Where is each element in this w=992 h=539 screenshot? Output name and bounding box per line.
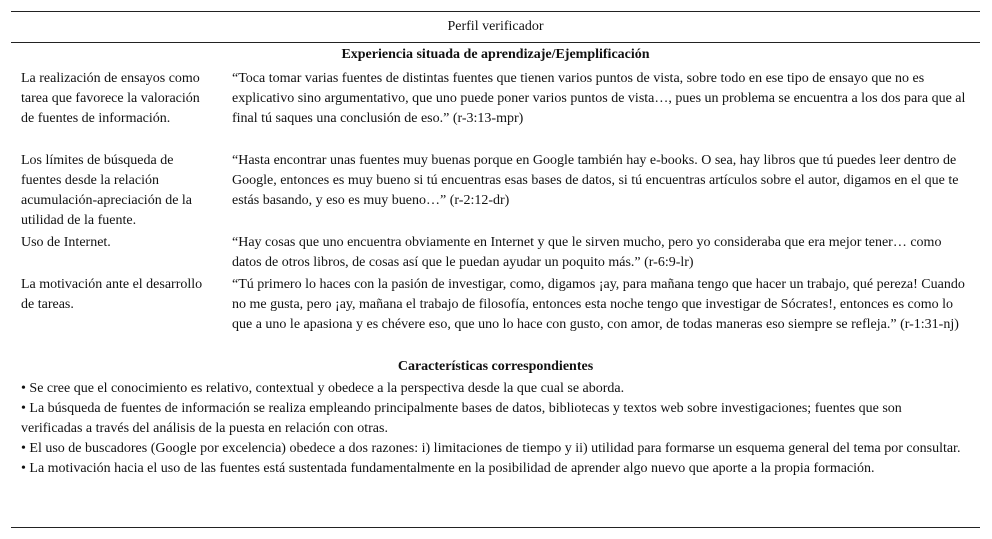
list-item: • El uso de buscadores (Google por excelencia) obedece a dos razones: i) limitaciones de tiempo y ii) utilidad para formarse un esquema general del tema por consultar. bbox=[21, 441, 961, 456]
row-label: La realización de ensayos como tarea que favorece la valoración de fuentes de información. bbox=[21, 71, 200, 126]
row-quote: “Hay cosas que uno encuentra obviamente en Internet y que le sirven mucho, pero yo consideraba que era mejor tener… como datos de otros libros, de cosas así que le puedan ayudar un poquito más.” (r-6:9-lr) bbox=[232, 235, 942, 270]
bottom-rule bbox=[11, 527, 980, 528]
row-label: Los límites de búsqueda de fuentes desde la relación acumulación-apreciación de la utilidad de la fuente. bbox=[21, 153, 193, 228]
list-item: • Se cree que el conocimiento es relativo, contextual y obedece a la perspectiva desde la que cual se aborda. bbox=[21, 381, 625, 396]
row-quote: “Toca tomar varias fuentes de distintas fuentes que tienen varios puntos de vista, sobre todo en ese tipo de ensayo que no es explicativo sino argumentativo, que uno puede poner varios puntos de vista…, pues un problema se encuentra a los dos para que al final tú saques una conclusión de eso.” (r-3:13-mpr) bbox=[232, 71, 966, 126]
table-title: Perfil verificador bbox=[447, 19, 544, 34]
section-heading-characteristics: Características correspondientes bbox=[397, 359, 594, 374]
row-quote: “Tú primero lo haces con la pasión de investigar, como, digamos ¡ay, para mañana tengo que hacer un trabajo, qué pereza! Cuando no me gusta, pero ¡ay, mañana el trabajo de filosofía, entonces esta noche tengo que investigar de Sócrates!, entonces es como lo que a uno le apasiona y es chévere eso, que uno lo hace con gusto, con amor, de todas maneras eso siempre se refleja.” (r-1:31-nj) bbox=[232, 277, 965, 332]
row-label: Uso de Internet. bbox=[21, 235, 111, 250]
row-quote: “Hasta encontrar unas fuentes muy buenas porque en Google también hay e-books. O sea, hay libros que tú puedes leer dentro de Google, entonces es muy bueno si tú encuentras esas bases de datos, si tú encuentras artículos sobre el autor, digamos en el que te estás basando, y eso es muy bueno…” (r-2:12-dr) bbox=[232, 153, 959, 208]
header-rule bbox=[11, 42, 980, 43]
list-item: • La búsqueda de fuentes de información se realiza empleando principalmente bases de datos, bibliotecas y textos web sobre investigaciones; fuentes que son verificadas a través del análisis de la puesta en relación con otras. bbox=[21, 401, 902, 436]
characteristics-list bbox=[21, 379, 966, 479]
list-item: • La motivación hacia el uso de las fuentes está sustentada fundamentalmente en la posibilidad de aprender algo nuevo que aporte a la propia formación. bbox=[21, 461, 875, 476]
section-heading-experience: Experiencia situada de aprendizaje/Ejemplificación bbox=[341, 47, 650, 62]
row-label: La motivación ante el desarrollo de tareas. bbox=[21, 277, 203, 312]
top-rule bbox=[11, 11, 980, 12]
